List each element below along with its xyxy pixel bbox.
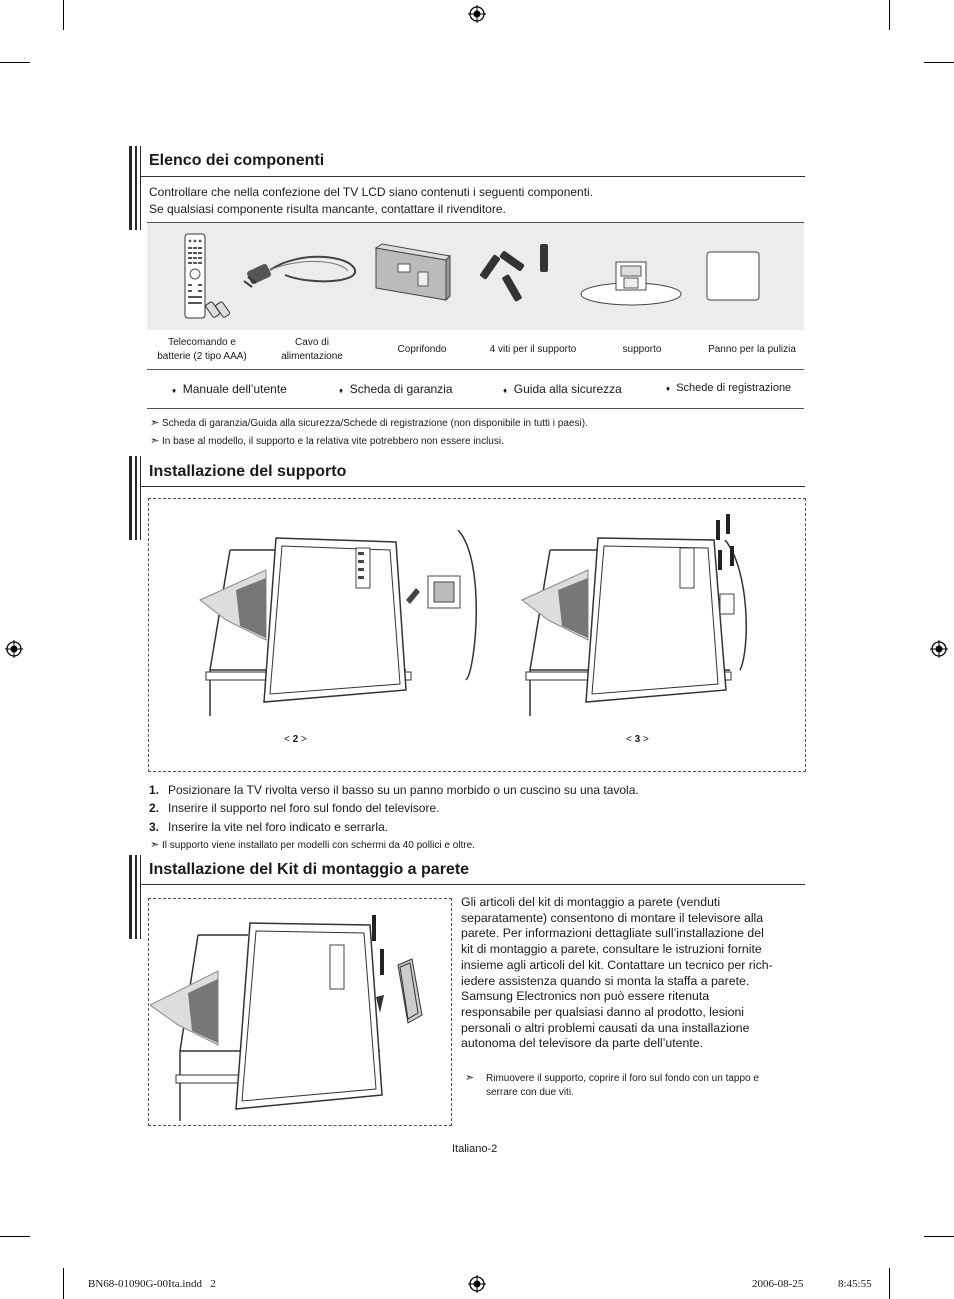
registration-mark-icon	[5, 640, 23, 658]
section-bar	[129, 855, 141, 939]
components-intro-line2: Se qualsiasi componente risulta mancante, contattare il rivenditore.	[149, 202, 506, 216]
section-rule	[141, 486, 805, 487]
component-label: Telecomando e batterie (2 tipo AAA)	[157, 337, 247, 362]
registration-mark-icon	[930, 640, 948, 658]
component-label: Panno per la pulizia	[708, 344, 796, 355]
section-rule	[141, 884, 805, 885]
registration-mark-icon	[468, 1275, 486, 1293]
note-arrow-icon: ➣	[465, 1072, 475, 1084]
wall-note: Rimuovere il supporto, coprire il foro sul fondo con un tappo e serrare con due viti.	[486, 1073, 759, 1098]
step-3: 3. Inserire la vite nel foro indicato e serrarla.	[149, 820, 389, 834]
stand-icon	[576, 256, 686, 308]
cleaning-cloth-icon	[705, 250, 761, 302]
document-item: ♦ Manuale dell’utente	[172, 382, 287, 396]
component-label: Coprifondo	[397, 344, 447, 355]
print-date: 2006-08-25	[752, 1278, 804, 1290]
section-title-stand: Installazione del supporto	[149, 463, 347, 480]
section-bar	[129, 456, 141, 540]
component-label: supporto	[622, 344, 662, 355]
screws-icon	[478, 240, 558, 306]
wall-mount-illustration	[150, 905, 450, 1123]
section-bar	[129, 146, 141, 230]
component-label: Cavo di alimentazione	[281, 337, 343, 362]
component-label: 4 viti per il supporto	[489, 344, 577, 355]
section-title-wall: Installazione del Kit di montaggio a parete	[149, 861, 470, 878]
document-item: ♦ Schede di registrazione	[666, 382, 792, 394]
step-2: 2. Inserire il supporto nel foro sul fondo del televisore.	[149, 801, 440, 815]
registration-mark-icon	[468, 5, 486, 23]
illustration-caption-3: < 3 >	[626, 734, 649, 745]
components-intro-line1: Controllare che nella confezione del TV LCD siano contenuti i seguenti componenti.	[149, 185, 594, 199]
illustration-caption-2: < 2 >	[284, 734, 307, 745]
section-title-components: Elenco dei componenti	[149, 152, 325, 169]
tv-stand-screw-illustration	[520, 510, 760, 720]
note: ➣ Il supporto viene installato per modelli con schermi da 40 pollici e oltre.	[150, 838, 475, 851]
tv-stand-illustration	[196, 530, 496, 720]
document-item: ♦ Guida alla sicurezza	[503, 382, 622, 396]
power-cord-icon	[240, 245, 360, 305]
page-label: Italiano-2	[452, 1143, 498, 1155]
step-1: 1. Posizionare la TV rivolta verso il basso su un panno morbido o un cuscino su una tavola.	[149, 783, 639, 797]
print-time: 8:45:55	[838, 1278, 872, 1290]
file-name: BN68-01090G-00Ita.indd 2	[88, 1278, 216, 1290]
note: ➣ Scheda di garanzia/Guida alla sicurezza/Schede di registrazione (non disponibile in tutti i paesi).	[150, 416, 588, 429]
wall-paragraph: Gli articoli del kit di montaggio a parete (venduti separatamente) consentono di montare il televisore alla parete. Per informazioni dettagliate sull’installazione del kit di montaggio a parete, consultare le istruzioni fornite insieme agli articoli del kit. Contattare un tecnico per rich- iedere assistenza quando si monta la staffa a parete. Samsung Electronics non può essere ritenuta responsabile per qualsiasi danno al prodotto, lesioni personali o altri problemi causati da una installazione autonoma del televisore da parte dell’utente.	[461, 895, 773, 1051]
remote-control-icon	[175, 232, 237, 322]
document-item: ♦ Scheda di garanzia	[339, 382, 453, 396]
note: ➣ In base al modello, il supporto e la relativa vite potrebbero non essere inclusi.	[150, 434, 504, 447]
cover-bottom-icon	[368, 242, 452, 304]
section-rule	[141, 176, 805, 177]
